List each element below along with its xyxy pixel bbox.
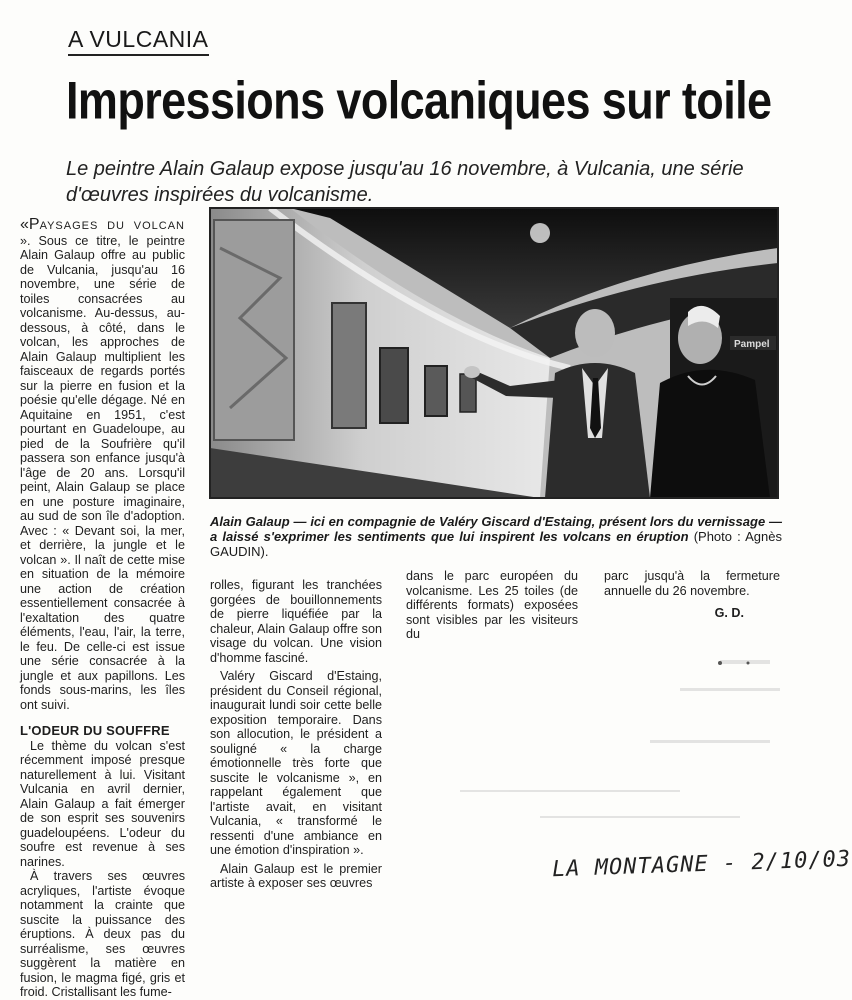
column-1-paragraph-3: À travers ses œuvres acryliques, l'artiste évoque notamment la crainte que suscite la puissance des éruptions. À deux pas du surréalisme, ses œuvres suggèrent la matière en fusion, le magma figé, gris et froid. Cristallisant les fume- [20,869,185,999]
column-4-paragraph-1: parc jusqu'à la fermeture annuelle du 26 novembre. [604,569,780,598]
person-head-1 [575,309,615,357]
column-1 [20,218,185,1000]
scan-smudge [420,640,790,840]
photo-illustration [210,208,778,498]
exhibition-photo [210,208,778,498]
author-signature: G. D. [714,606,744,620]
dropcap-letter: P [28,216,40,233]
column-3 [406,569,578,642]
photo-caption [210,514,782,559]
column-4 [604,569,780,621]
column-2 [210,578,382,891]
column-1-paragraph-2: Le thème du volcan s'est récemment imposé presque naturellement à lui. Visitant Vulcania en avril dernier, Alain Galaup a fait émerger de son esprit ses souvenirs guadeloupéens. L'odeur du soufre est revenue à ses narines. [20,738,185,869]
dropcap-open-quote: « [20,216,29,233]
section-rubric: A VULCANIA [68,26,209,56]
column-1-paragraph-1 [20,218,185,712]
article-lede: Le peintre Alain Galaup expose jusqu'au 16 novembre, à Vulcania, une série d'œuvres inspirées du volcanisme. [66,158,744,206]
column-1-text-1: ». Sous ce titre, le peintre Alain Galaup offre au public de Vulcania, jusqu'au 16 novembre, une série de toiles consacrées au volcanisme. Au-dessus, au-dessous, à côté, dans le volcan, les approches de Alain Galaup multiplient les faisceaux de regards portés sur la pierre en fusion et la poésie qu'elle dégage. Né en Aquitaine en 1951, c'est pourtant en Guadeloupe, au pied de la Soufrière qu'il passera son enfance jusqu'à l'âge de 20 ans. Lorsqu'il peint, Alain Galaup se place en une posture imaginaire, au sud de son île d'adoption. Avec : « Devant soi, la mer, et derrière, la jungle et le volcan ». Il naît de cette mise en situation de la mémoire une action de création essentiellement consacrée à l'exaltation des quatre éléments, l'eau, l'air, la terre, le feu. De celle-ci est issue une série consacrée à la jungle et aux papillons. Les fonds sous-marins, les îles ont suivi. [20,233,185,712]
subheading: L'ODEUR DU SOUFFRE [20,723,170,738]
column-2-paragraph-1: rolles, figurant les tranchées gorgées de bouillonnements de pierre liquéfiée par la chaleur, Alain Galaup offre son visage du volcan. Une vision d'homme fasciné. [210,578,382,665]
column-2-paragraph-2: Valéry Giscard d'Estaing, président du Conseil régional, inaugurait lundi soir cette belle exposition temporaire. Dans son allocution, le président a souligné « la charge émotionnelle très forte que suscite le volcanisme », en rappelant également que l'artiste avait, en visitant Vulcania, « transformé le ressenti d'une ambiance en une émotion d'inspiration ». [210,669,382,857]
handwritten-source-note: LA MONTAGNE - 2/10/03 [551,846,852,883]
photo-sign-text: Pampel [734,339,770,350]
column-3-paragraph-1: dans le parc européen du volcanisme. Les 25 toiles (de différents formats) exposées sont visibles par les visiteurs du [406,569,578,641]
article-headline: Impressions volcaniques sur toile [66,70,772,131]
column-2-paragraph-3: Alain Galaup est le premier artiste à exposer ses œuvres [210,861,382,890]
photo-credit: (Photo : Agnès GAUDIN). [210,529,782,559]
caption-text: Alain Galaup — ici en compagnie de Valéry Giscard d'Estaing, présent lors du vernissage — a laissé s'exprimer les sentiments que lui inspirent les volcans en éruption [210,514,782,544]
intro-small-caps: AYSAGES DU VOLCAN [39,220,185,232]
